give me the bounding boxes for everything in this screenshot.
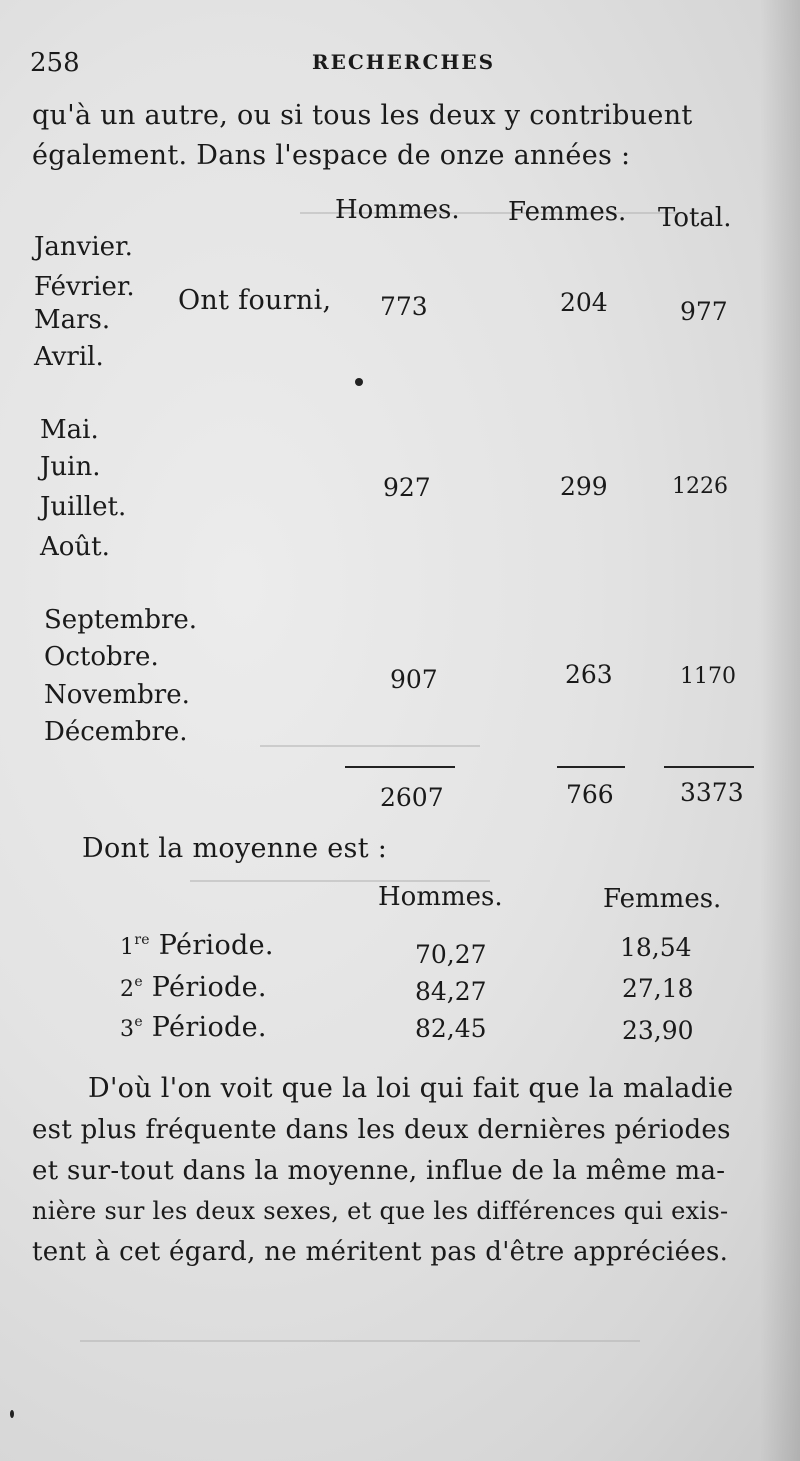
g1-femmes: 204 [560,288,608,317]
moyenne-head-hommes: Hommes. [378,882,503,912]
periode-2-femmes: 27,18 [622,974,694,1003]
periode-2-suffix: e [134,974,143,990]
sum-rule-hommes [345,766,455,768]
month-fevrier: Février. [34,272,135,302]
month-juillet: Juillet. [40,492,127,522]
total-total: 3373 [680,778,744,807]
month-aout: Août. [40,532,110,562]
month-janvier: Janvier. [34,232,133,262]
conclusion-line-1: D'où l'on voit que la loi qui fait que la maladie [88,1073,734,1104]
periode-1-femmes: 18,54 [620,933,692,962]
col-head-total: Total. [658,203,732,233]
total-hommes: 2607 [380,783,444,812]
periode-3-suffix: e [134,1014,143,1030]
month-novembre: Novembre. [44,680,190,710]
periode-1-suffix: re [134,932,150,948]
g2-hommes: 927 [383,473,431,502]
conclusion-line-3: et sur-tout dans la moyenne, influe de la même ma- [32,1156,726,1186]
g2-femmes: 299 [560,472,608,501]
show-through-rule-2 [260,745,480,747]
running-title: RECHERCHES [312,50,496,74]
periode-1-label [120,930,274,961]
month-mars: Mars. [34,305,111,335]
total-femmes: 766 [566,780,614,809]
col-head-femmes: Femmes. [508,197,627,227]
ink-speck-1 [355,378,363,386]
periode-1-word: Période. [158,930,274,961]
g1-hommes: 773 [380,292,428,321]
periode-3-femmes: 23,90 [622,1016,694,1045]
periode-3-hommes: 82,45 [415,1014,487,1043]
intro-line-1: qu'à un autre, ou si tous les deux y contribuent [32,100,693,131]
periode-1-hommes: 70,27 [415,940,487,969]
moyenne-head-femmes: Femmes. [603,884,722,914]
ink-speck-2 [10,1410,14,1418]
g3-hommes: 907 [390,665,438,694]
page-number: 258 [30,48,80,78]
periode-2-ordinal: 2 [120,977,135,1002]
periode-3-ordinal: 3 [120,1017,135,1042]
intro-line-2: également. Dans l'espace de onze années : [32,140,631,171]
periode-1-ordinal: 1 [120,935,135,960]
col-head-hommes: Hommes. [335,195,460,225]
month-decembre: Décembre. [44,717,188,747]
conclusion-line-4: nière sur les deux sexes, et que les différences qui exis- [32,1197,729,1225]
sum-rule-femmes [557,766,625,768]
g1-total: 977 [680,297,728,326]
g3-femmes: 263 [565,660,613,689]
show-through-rule-4 [80,1340,640,1342]
periode-3-label [120,1012,267,1043]
ont-fourni-label: Ont fourni, [178,285,332,316]
conclusion-line-2: est plus fréquente dans les deux dernières périodes [32,1115,731,1145]
periode-2-hommes: 84,27 [415,977,487,1006]
g3-total: 1170 [680,664,736,689]
month-mai: Mai. [40,415,99,445]
moyenne-intro: Dont la moyenne est : [82,833,388,864]
conclusion-line-5: tent à cet égard, ne méritent pas d'être appréciées. [32,1237,729,1267]
g2-total: 1226 [672,474,728,499]
month-octobre: Octobre. [44,642,159,672]
periode-2-word: Période. [151,972,267,1003]
month-septembre: Septembre. [44,605,198,635]
periode-3-word: Période. [151,1012,267,1043]
periode-2-label [120,972,267,1003]
month-juin: Juin. [40,452,101,482]
month-avril: Avril. [34,342,104,372]
page-edge-shadow [760,0,800,1461]
sum-rule-total [664,766,754,768]
